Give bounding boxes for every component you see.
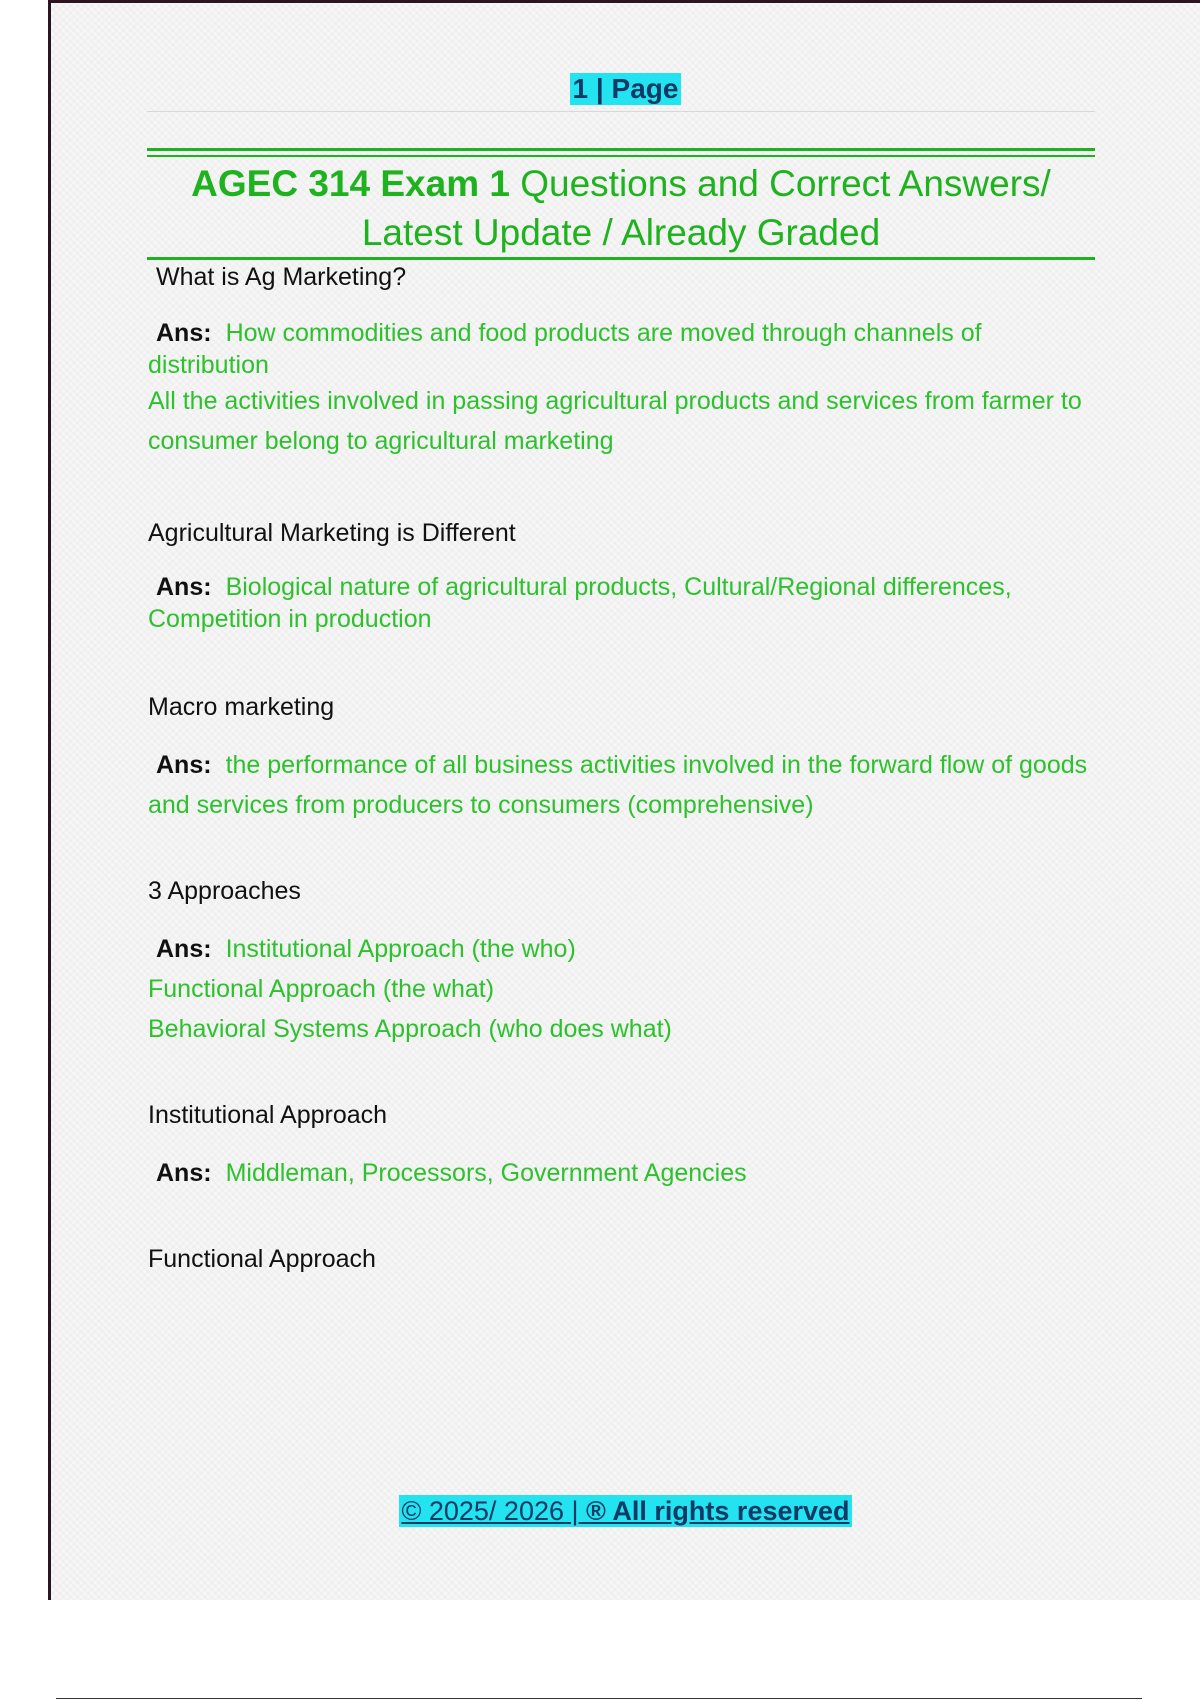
title-rule-top <box>147 148 1095 151</box>
answer-5-line-1: Middleman, Processors, Government Agencies <box>225 1159 747 1187</box>
document-title <box>147 159 1095 257</box>
title-line1: Questions and Correct Answers/ <box>520 163 1051 204</box>
title-course: AGEC 314 Exam 1 <box>191 163 510 204</box>
title-rule-top-inner <box>147 155 1095 157</box>
answer-4-line-3: Behavioral Systems Approach (who does what) <box>148 1015 672 1043</box>
answer-2 <box>148 571 1098 635</box>
answer-label: Ans: <box>156 935 212 963</box>
page-number: 1 | Page <box>570 73 682 105</box>
document-page <box>48 0 1200 1600</box>
answer-1 <box>148 317 1098 461</box>
page-footer <box>51 1495 1200 1527</box>
answer-5 <box>148 1153 1098 1193</box>
answer-label: Ans: <box>156 573 212 601</box>
answer-1-line-1: How commodities and food products are moved through channels of distribution <box>148 319 982 379</box>
question-4: 3 Approaches <box>148 877 301 905</box>
title-line2: Latest Update / Already Graded <box>361 212 881 253</box>
answer-label: Ans: <box>156 1159 212 1187</box>
answer-2-line-1: Biological nature of agricultural products, Cultural/Regional differences, Competition in production <box>148 573 1012 633</box>
copyright-rights: ® All rights reserved <box>586 1496 850 1526</box>
question-3: Macro marketing <box>148 693 335 721</box>
header-divider <box>147 111 1095 112</box>
answer-4-line-1: Institutional Approach (the who) <box>225 935 576 963</box>
page-header <box>51 73 1200 105</box>
answer-1-line-2: All the activities involved in passing agricultural products and services from farmer to consumer belong to agricultural marketing <box>148 387 1082 455</box>
qa-content <box>148 259 1098 1277</box>
question-5: Institutional Approach <box>148 1101 388 1129</box>
answer-4 <box>148 929 1098 1049</box>
answer-3 <box>148 745 1098 825</box>
copyright-notice <box>399 1495 851 1527</box>
answer-4-line-2: Functional Approach (the what) <box>148 975 495 1003</box>
bottom-divider <box>56 1698 1142 1699</box>
copyright-years: © 2025/ 2026 | <box>401 1496 579 1526</box>
question-1: What is Ag Marketing? <box>156 263 407 291</box>
answer-3-line-1: the performance of all business activities involved in the forward flow of goods and services from producers to consumers (comprehensive) <box>148 751 1088 819</box>
question-6: Functional Approach <box>148 1245 376 1273</box>
answer-label: Ans: <box>156 319 212 347</box>
question-2: Agricultural Marketing is Different <box>148 519 516 547</box>
answer-label: Ans: <box>156 751 212 779</box>
